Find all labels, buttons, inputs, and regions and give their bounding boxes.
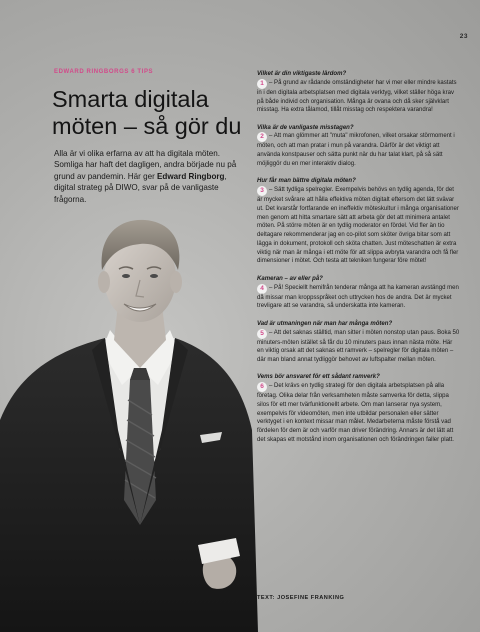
portrait-photo [0,200,260,632]
qa-question: Vad är utmaningen när man har många möten? [257,320,393,327]
qa-answer-paragraph [257,186,460,266]
headline-line-1: Smarta digitala [52,86,209,112]
article-headline [52,86,262,139]
qa-answer-paragraph [257,382,460,445]
page-number: 23 [459,33,468,40]
headline-line-2: möten – så gör du [52,112,242,139]
lead-text-after: , digital strateg på DIWO, svar på de vanligaste frågorna. [54,171,227,204]
qa-answer: – Sätt tydliga spelregler. Exempelvis behövs en tydlig agenda, för det är mycket svårare att hålla effektiva möten digitalt eftersom det lätt svävar ut. Det kvarstår fortfarande en ineffektiv möteskultur i många organisationer men genom att hitta smartare sätt att arbeta gör det att minimera antalet möten. På större möten är en tydlig moderator en fördel. Vid fler än tio deltagare rekommenderar jag en co-pilot som sköter övriga bitar som att lägga in dokument, protokoll och sköta chatten. Just möteschatten är extra viktig när man är många i ett möte för att slippa avbryta varandra och få fler dimensioner i mötet. Och testa att tekniken fungerar före mötet! [257,187,459,265]
qa-answer: – På grund av rådande omständigheter har vi mer eller mindre kastats in i den digitala arbetsplatsen med digitala verktyg, vilket ställer höga krav på både individ och organisation. Många är ovana och då sker självklart misstag. Ha extra tålamod, tillåt misstag och respektera varandra! [257,79,457,114]
lead-name: Edward Ringborg [157,171,225,181]
qa-item [257,70,460,115]
qa-question: Vilket är din viktigaste lärdom? [257,71,347,77]
qa-answer-paragraph [257,79,460,115]
qa-answer: – Det krävs en tydlig strategi för den digitala arbetsplatsen på alla företag. Olika delar från verksamheten måste samverka för detta, slippa silos för ett mer tvärfunktionellt arbete. Om man lanserar nya system, exempelvis för videomöten, men inte utbildar personalen eller sätter verktyget i en kontext missar man målet. Medarbeterna måste förstå vad fördelen för dem är och varför man driver förändring. Annars är det lätt att det skapas ett motstånd inom organisationen och förändringen faller platt. [257,383,454,443]
qa-number-badge: 4 [257,284,267,294]
qa-answer-paragraph [257,132,460,168]
qa-item [257,275,460,311]
lead-text-before: Alla är vi olika erfarna av att ha digitala möten. Somliga har haft det dagligen, andra började nu på grund av pandemin. Här ger [54,149,237,181]
qa-item [257,373,460,444]
qa-item [257,320,460,365]
qa-answer-paragraph [257,329,460,365]
qa-question: Kameran – av eller på? [257,275,323,282]
qa-number-badge: 6 [257,382,267,392]
author-credit: TEXT: JOSEFINE FRANKING [257,595,345,601]
qa-answer: – Att det saknas ställtid, man sitter i möten nonstop utan paus. Boka 50 minuters-möten istället så får du 10 minuters paus innan nästa möte. Här en viktig orsak att det saknas ett ramverk – spelregler för digitala möten – där man bland annat tydliggör behovet av luftspalter mellan möten. [257,329,460,363]
qa-answer: – Att man glömmer att "muta" mikrofonen, vilket orsakar störmoment i möten, och att man pratar i mun på varandra. Därför är det viktigt att använda konstpauser och sätta punkt när du har talat klart, på så sätt möjliggör du en mer interaktiv dialog. [257,133,455,167]
qa-column [257,70,460,453]
qa-number-badge: 5 [257,329,267,339]
qa-number-badge: 2 [257,132,267,142]
qa-item [257,177,460,266]
qa-answer-paragraph [257,284,460,312]
qa-question: Vems bör ansvaret för ett sådant ramverk? [257,374,380,381]
qa-question: Vilka är de vanligaste misstagen? [257,124,354,131]
qa-question: Hur får man bättre digitala möten? [257,178,356,185]
section-eyebrow: EDWARD RINGBORGS 6 TIPS [54,69,154,75]
qa-answer: – På! Speciellt hemifrån tenderar många att ha kameran avstängd men då missar man kroppsspråket och uttrycken hos de andra. Det är mycket trevligare att se varandra, så underskatta inte kameran. [257,284,459,310]
qa-item [257,124,460,169]
lead-paragraph [54,148,249,205]
qa-number-badge: 1 [257,79,267,89]
qa-number-badge: 3 [257,186,267,196]
